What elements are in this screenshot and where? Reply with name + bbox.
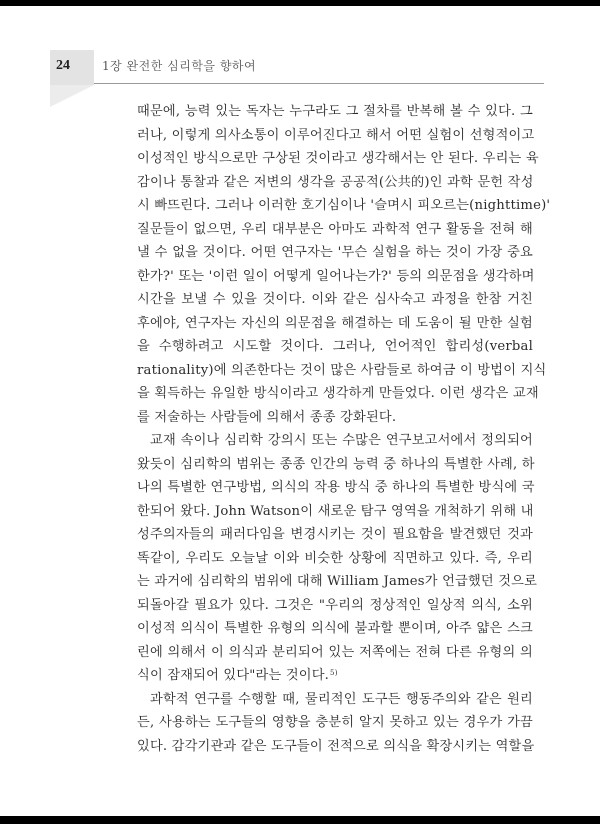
paragraph-3 <box>137 688 533 759</box>
text-line: 낼 수 없을 것이다. 어떤 연구자는 '무슨 실험을 하는 것이 가장 중요 <box>137 245 533 260</box>
text-line: 질문들이 없으면, 우리 대부분은 아마도 과학적 연구 활동을 전혀 해 <box>137 221 533 237</box>
text-line: 시 빠뜨린다. 그러나 이러한 호기심이나 '슬며시 피오르는(nighttime)' <box>137 198 551 213</box>
text-line: 한가?' 또는 '이런 일이 어떻게 일어나는가?' 등의 의문점을 생각하며 <box>137 268 535 284</box>
header-rule <box>94 83 544 84</box>
text-line: 교재 속이나 심리학 강의시 또는 수많은 연구보고서에서 정의되어 <box>150 433 533 448</box>
text-line: 똑같이, 우리도 오늘날 이와 비슷한 상황에 직면하고 있다. 즉, 우리 <box>137 550 533 566</box>
text-line: 나의 특별한 연구방법, 의식의 작용 방식 중 하나의 특별한 방식에 국 <box>137 480 535 495</box>
text-line: 시간을 보낼 수 있을 것이다. 이와 같은 심사숙고 과정을 한참 거친 <box>137 292 533 307</box>
text-line-content: 식이 잠재되어 있다"라는 것이다. <box>137 668 330 683</box>
text-line: 이성적인 방식으로만 구상된 것이라고 생각해서는 안 된다. 우리는 육 <box>137 151 539 166</box>
text-line: 린에 의해서 이 의식과 분리되어 있는 저쪽에는 전혀 다른 유형의 의 <box>137 644 533 660</box>
bottom-edge-bar <box>0 816 600 824</box>
text-line: 있다. 감각기관과 같은 도구들이 전적으로 의식을 확장시키는 역할을 <box>137 738 535 754</box>
text-line-with-footnote <box>137 664 533 688</box>
text-line: 과학적 연구를 수행할 때, 물리적인 도구든 행동주의와 같은 원리 <box>150 691 533 707</box>
text-line: 후에야, 연구자는 자신의 의문점을 해결하는 데 도움이 될 만한 실험 <box>137 315 533 331</box>
text-line: 을 획득하는 유일한 방식이라고 생각하게 만들었다. 이런 생각은 교재 <box>137 386 539 401</box>
text-line: 든, 사용하는 도구들의 영향을 충분히 알지 못하고 있는 경우가 가끔 <box>137 715 533 730</box>
text-line: 를 저술하는 사람들에 의해서 종종 강화된다. <box>137 409 397 425</box>
text-line: 되돌아갈 필요가 있다. 그것은 "우리의 정상적인 일상적 의식, 소위 <box>137 597 533 613</box>
body-text <box>137 100 551 758</box>
page-tab-fold <box>50 85 94 107</box>
text-line: 한되어 왔다. John Watson이 새로운 탐구 영역을 개척하기 위해 내 <box>137 503 534 519</box>
text-line: 러나, 이렇게 의사소통이 이루어진다고 해서 어떤 실험이 선형적이고 <box>137 127 535 143</box>
paragraph-1 <box>137 100 551 429</box>
text-line: rationality)에 의존한다는 것이 많은 사람들로 하여금 이 방법이 지식 <box>137 362 547 378</box>
text-line: 때문에, 능력 있는 독자는 누구라도 그 절차를 반복해 볼 수 있다. 그 <box>137 104 533 119</box>
running-title: 1장 완전한 심리학을 향하여 <box>102 59 257 73</box>
top-edge-bar <box>0 0 600 6</box>
text-line: 이성적 의식이 특별한 유형의 의식에 불과할 뿐이며, 아주 얇은 스크 <box>137 621 533 636</box>
text-line: 성주의자들의 패러다임을 변경시키는 것이 필요함을 발견했던 것과 <box>137 527 533 542</box>
page-number: 24 <box>56 58 70 73</box>
text-line: 왔듯이 심리학의 범위는 종종 인간의 능력 중 하나의 특별한 사례, 하 <box>137 456 535 472</box>
paragraph-2 <box>137 429 538 688</box>
text-line: 을 수행하려고 시도할 것이다. 그러나, 언어적인 합리성(verbal <box>137 339 533 354</box>
text-line: 는 과거에 심리학의 범위에 대해 William James가 언급했던 것으로 <box>137 574 538 589</box>
text-line: 감이나 통찰과 같은 저변의 생각을 공공적(公共的)인 과학 문헌 작성 <box>137 174 534 190</box>
footnote-marker: 5) <box>330 669 338 677</box>
